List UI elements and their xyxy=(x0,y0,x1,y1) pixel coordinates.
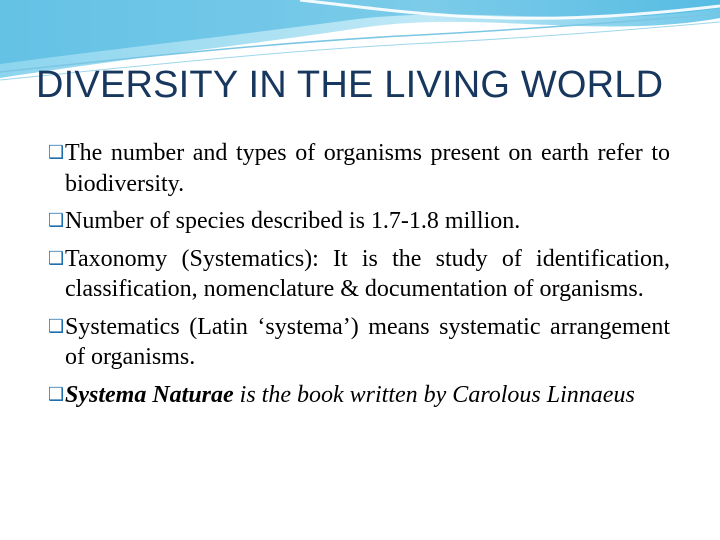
bullet-text: is the book written by Carolous Linnaeus xyxy=(233,381,635,408)
bullet-list xyxy=(48,138,670,417)
square-bullet-icon: ❑ xyxy=(48,247,65,269)
bullet-text: Number of species described is 1.7-1.8 million. xyxy=(65,208,521,234)
square-bullet-icon: ❑ xyxy=(48,315,65,337)
bullet-item-taxonomy xyxy=(48,244,670,305)
square-bullet-icon: ❑ xyxy=(48,210,65,231)
bullet-item-systematics xyxy=(48,312,670,373)
bullet-item-species-count xyxy=(48,206,670,237)
book-title: Systema Naturae xyxy=(65,381,234,408)
square-bullet-icon: ❑ xyxy=(48,142,65,163)
bullet-item-systema-naturae xyxy=(48,380,670,411)
bullet-text: Systematics (Latin ‘systema’) means systematic arrangement of organisms. xyxy=(65,313,670,370)
square-bullet-icon: ❑ xyxy=(48,383,65,405)
bullet-item-biodiversity xyxy=(48,138,670,199)
slide-title: DIVERSITY IN THE LIVING WORLD xyxy=(36,64,664,106)
bullet-text: Taxonomy (Systematics): It is the study of identification, classification, nomenclature & documentation of organisms. xyxy=(65,245,670,302)
bullet-text: The number and types of organisms present on earth refer to biodiversity. xyxy=(65,140,670,197)
